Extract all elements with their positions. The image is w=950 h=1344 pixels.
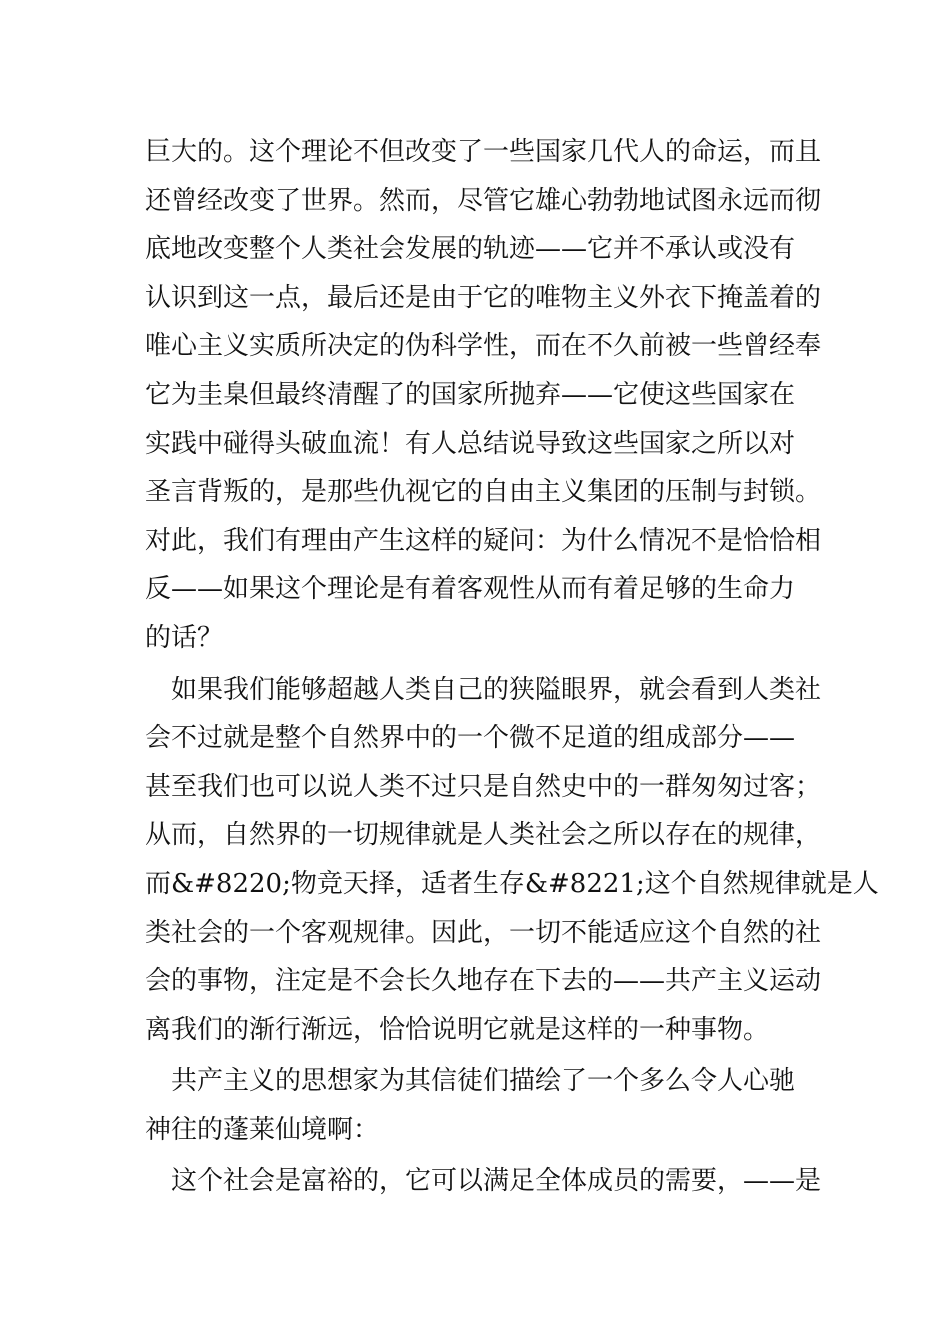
text-line: 反——如果这个理论是有着客观性从而有着足够的生命力 [145, 574, 796, 605]
text-line: 还曾经改变了世界。然而，尽管它雄心勃勃地试图永远而彻 [145, 185, 822, 216]
text-line: 甚至我们也可以说人类不过只是自然史中的一群匆匆过客； [145, 771, 822, 802]
text-line: 类社会的一个客观规律。因此，一切不能适应这个自然的社 [145, 917, 822, 948]
text-line: 它为圭臬但最终清醒了的国家所抛弃——它使这些国家在 [145, 379, 796, 410]
text-line: 会的事物，注定是不会长久地存在下去的——共产主义运动 [145, 966, 822, 997]
text-line: 对此，我们有理由产生这样的疑问：为什么情况不是恰恰相 [145, 525, 822, 556]
text-line: 离我们的渐行渐远，恰恰说明它就是这样的一种事物。 [145, 1014, 770, 1045]
paragraph [145, 1157, 822, 1206]
paragraph [145, 128, 822, 663]
text-line: 会不过就是整个自然界中的一个微不足道的组成部分—— [145, 723, 796, 754]
text-line: 如果我们能够超越人类自己的狭隘眼界，就会看到人类社 [145, 674, 822, 705]
text-line: 从而，自然界的一切规律就是人类社会之所以存在的规律， [145, 820, 822, 851]
text-line: 巨大的。这个理论不但改变了一些国家几代人的命运，而且 [145, 137, 822, 167]
text-line: 的话？ [145, 622, 224, 653]
text-line: 这个社会是富裕的，它可以满足全体成员的需要，——是 [145, 1166, 822, 1197]
text-line: 底地改变整个人类社会发展的轨迹——它并不承认或没有 [145, 234, 796, 265]
text-line: 实践中碰得头破血流！有人总结说导致这些国家之所以对 [145, 428, 796, 459]
paragraph [145, 666, 879, 1055]
text-line: 认识到这一点，最后还是由于它的唯物主义外衣下掩盖着的 [145, 282, 822, 313]
text-line: 唯心主义实质所决定的伪科学性，而在不久前被一些曾经奉 [145, 331, 822, 362]
paragraph [145, 1057, 815, 1154]
text-line: 共产主义的思想家为其信徒们描绘了一个多么令人心驰 [145, 1066, 796, 1097]
text-line: 而&#8220;物竞天择，适者生存&#8221;这个自然规律就是人 [145, 868, 879, 899]
text-line: 神往的蓬莱仙境啊： [145, 1114, 380, 1145]
text-line: 圣言背叛的，是那些仇视它的自由主义集团的压制与封锁。 [145, 477, 822, 508]
document-body [145, 128, 879, 1206]
